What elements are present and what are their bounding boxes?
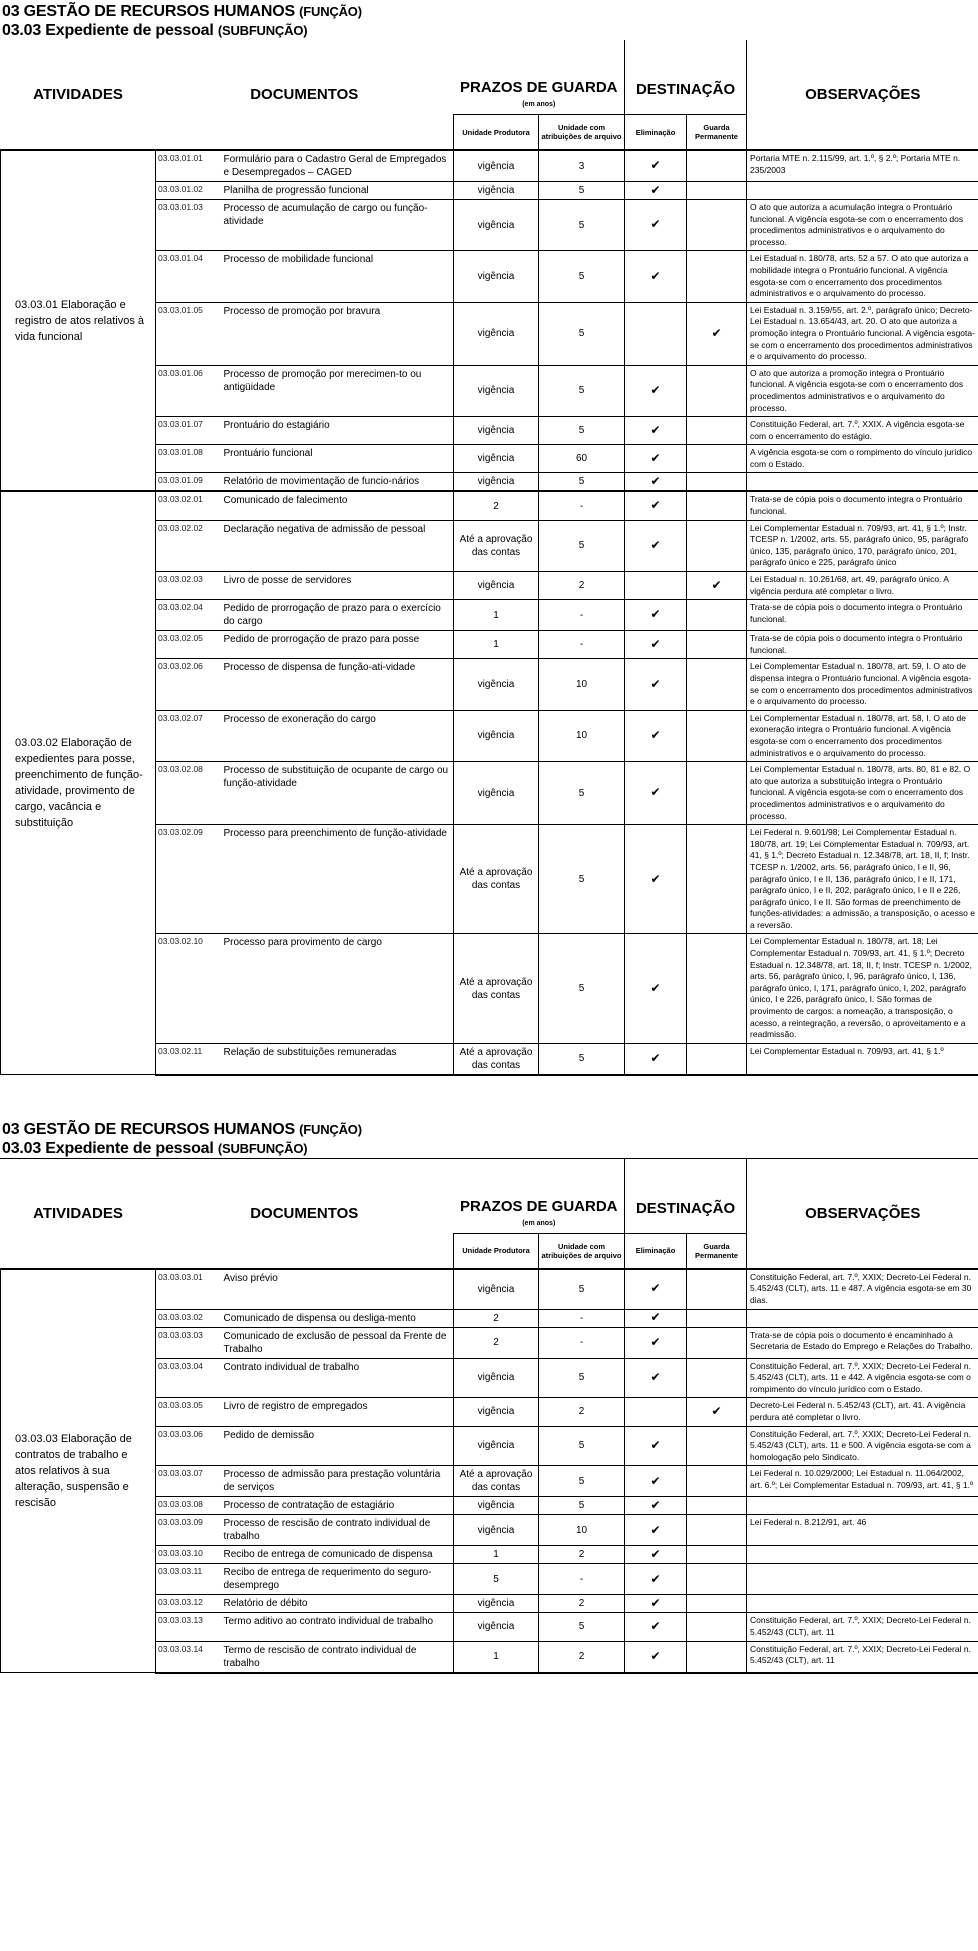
header-atividades: ATIVIDADES — [33, 1204, 123, 1222]
guarda-permanente-check-icon — [687, 1358, 747, 1398]
guarda-permanente-check-icon — [687, 1641, 747, 1673]
prazo-unidade-produtora: Até a aprovação das contas — [454, 934, 539, 1043]
guarda-permanente-check-icon — [687, 473, 747, 492]
document-code: 03.03.03.07 — [156, 1466, 220, 1497]
prazo-unidade-arquivo: - — [539, 600, 625, 631]
activity-cell: 03.03.02 Elaboração de expedientes para posse, preenchimento de função-atividade, provimento de cargo, vacância e substituição — [1, 491, 156, 1074]
observacao — [747, 1309, 978, 1327]
function-title — [0, 2, 978, 21]
document-code: 03.03.03.13 — [156, 1613, 220, 1641]
prazo-unidade-produtora: vigência — [454, 1269, 539, 1309]
prazo-unidade-arquivo: 10 — [539, 659, 625, 710]
subfunction-title — [0, 21, 978, 40]
document-code: 03.03.01.01 — [156, 150, 220, 182]
eliminacao-check-icon: ✔ — [625, 600, 687, 631]
prazo-unidade-arquivo: 5 — [539, 1043, 625, 1075]
prazo-unidade-produtora: vigência — [454, 302, 539, 365]
observacao: Constituição Federal, art. 7.º, XXIX; Decreto-Lei Federal n. 5.452/43 (CLT), art. 11 — [747, 1641, 978, 1673]
document-name: Processo de promoção por bravura — [220, 302, 454, 365]
activity-cell: 03.03.03 Elaboração de contratos de trabalho e atos relativos à sua alteração, suspensão e rescisão — [1, 1269, 156, 1673]
eliminacao-check-icon: ✔ — [625, 762, 687, 825]
eliminacao-check-icon: ✔ — [625, 417, 687, 445]
prazo-unidade-produtora: vigência — [454, 1497, 539, 1515]
document-name: Processo de dispensa de função-ati-vidade — [220, 659, 454, 710]
observacao: Lei Complementar Estadual n. 180/78, art. 59, I. O ato de dispensa integra o Prontuário funcional. A vigência esgota-se com o encerramento dos procedimentos administrativos e o arquivamento do processo. — [747, 659, 978, 710]
prazo-unidade-arquivo: 60 — [539, 445, 625, 473]
prazo-unidade-arquivo: - — [539, 1327, 625, 1358]
document-name: Pedido de prorrogação de prazo para posse — [220, 631, 454, 659]
document-code: 03.03.02.11 — [156, 1043, 220, 1075]
observacao: Lei Federal n. 8.212/91, art. 46 — [747, 1515, 978, 1546]
retention-table — [0, 40, 978, 1076]
document-name: Planilha de progressão funcional — [220, 182, 454, 200]
guarda-permanente-check-icon — [687, 445, 747, 473]
observacao: Lei Complementar Estadual n. 180/78, art. 18; Lei Complementar Estadual n. 709/93, art. 41, § 1.º; Decreto Estadual n. 12.348/78, art. 18, II, f; Instr. TCESP n. 1/2002, arts. 56, parágrafo único, I, 96, parágrafo único, I, 136, parágrafo único, I, 171, parágrafo único, I, 202, parágrafo único, I e 226, parágrafo único, I. São formas de provimento de cargos: a nomeação, a transposição, o acesso, a reintegração, a reversão, o aproveitamento e a readmissão. — [747, 934, 978, 1043]
document-code: 03.03.03.01 — [156, 1269, 220, 1309]
eliminacao-check-icon: ✔ — [625, 1641, 687, 1673]
observacao: Trata-se de cópia pois o documento integra o Prontuário funcional. — [747, 600, 978, 631]
observacao: Lei Complementar Estadual n. 180/78, arts. 80, 81 e 82. O ato que autoriza a substituição integra o Prontuário funcional. A vigência esgota-se com o encerramento dos procedimentos administrativos e o arquivamento do processo. — [747, 762, 978, 825]
document-code: 03.03.01.08 — [156, 445, 220, 473]
header-eliminacao: Eliminação — [625, 1233, 687, 1269]
eliminacao-check-icon: ✔ — [625, 150, 687, 182]
document-name: Processo de mobilidade funcional — [220, 251, 454, 302]
table-row — [1, 491, 978, 520]
document-code: 03.03.01.05 — [156, 302, 220, 365]
prazo-unidade-arquivo: 10 — [539, 1515, 625, 1546]
guarda-permanente-check-icon — [687, 1269, 747, 1309]
function-title-text: 03 GESTÃO DE RECURSOS HUMANOS — [2, 1120, 295, 1138]
prazo-unidade-produtora: vigência — [454, 365, 539, 416]
function-title-text: 03 GESTÃO DE RECURSOS HUMANOS — [2, 3, 295, 20]
document-code: 03.03.03.03 — [156, 1327, 220, 1358]
prazo-unidade-produtora: 5 — [454, 1564, 539, 1595]
document-name: Livro de posse de servidores — [220, 572, 454, 600]
header-prazos-de-guarda: PRAZOS DE GUARDA — [454, 1159, 625, 1219]
eliminacao-check-icon: ✔ — [625, 182, 687, 200]
header-documentos: DOCUMENTOS — [250, 86, 359, 103]
document-name: Recibo de entrega de requerimento do seguro-desemprego — [220, 1564, 454, 1595]
subfunction-title-text: 03.03 Expediente de pessoal — [2, 1139, 214, 1157]
function-label: (FUNÇÃO) — [299, 4, 362, 19]
observacao — [747, 1497, 978, 1515]
eliminacao-check-icon — [625, 1398, 687, 1426]
guarda-permanente-check-icon: ✔ — [687, 1398, 747, 1426]
prazo-unidade-arquivo: 5 — [539, 825, 625, 934]
guarda-permanente-check-icon — [687, 182, 747, 200]
header-unidade-arquivo: Unidade com atribuições de arquivo — [539, 1233, 625, 1269]
document-code: 03.03.03.05 — [156, 1398, 220, 1426]
document-name: Processo para provimento de cargo — [220, 934, 454, 1043]
document-name: Pedido de prorrogação de prazo para o exercício do cargo — [220, 600, 454, 631]
guarda-permanente-check-icon — [687, 1564, 747, 1595]
guarda-permanente-check-icon — [687, 1466, 747, 1497]
eliminacao-check-icon: ✔ — [625, 445, 687, 473]
prazo-unidade-produtora: 2 — [454, 1309, 539, 1327]
header-prazos-de-guarda: PRAZOS DE GUARDA — [454, 40, 625, 100]
guarda-permanente-check-icon — [687, 1546, 747, 1564]
prazo-unidade-arquivo: 2 — [539, 1398, 625, 1426]
guarda-permanente-check-icon — [687, 710, 747, 761]
document-code: 03.03.02.06 — [156, 659, 220, 710]
prazo-unidade-produtora: vigência — [454, 417, 539, 445]
observacao: Trata-se de cópia pois o documento integra o Prontuário funcional. — [747, 491, 978, 520]
document-name: Termo de rescisão de contrato individual de trabalho — [220, 1641, 454, 1673]
prazo-unidade-arquivo: 5 — [539, 934, 625, 1043]
observacao: Lei Complementar Estadual n. 709/93, art. 41, § 1.º; Instr. TCESP n. 1/2002, arts. 55, parágrafo único, 95, parágrafo único, 135, parágrafo único, 170, parágrafo único, 201, parágrafo único e 225, parágrafo único — [747, 520, 978, 571]
document-name: Declaração negativa de admissão de pessoal — [220, 520, 454, 571]
document-code: 03.03.02.01 — [156, 491, 220, 520]
subfunction-label: (SUBFUNÇÃO) — [217, 1140, 308, 1156]
guarda-permanente-check-icon — [687, 491, 747, 520]
document-code: 03.03.02.04 — [156, 600, 220, 631]
eliminacao-check-icon: ✔ — [625, 1426, 687, 1466]
observacao: O ato que autoriza a promoção integra o Prontuário funcional. A vigência esgota-se com o encerramento dos procedimentos administrativos e o arquivamento do processo. — [747, 365, 978, 416]
guarda-permanente-check-icon — [687, 1515, 747, 1546]
observacao — [747, 473, 978, 492]
document-code: 03.03.03.14 — [156, 1641, 220, 1673]
prazo-unidade-arquivo: 5 — [539, 417, 625, 445]
document-code: 03.03.03.12 — [156, 1595, 220, 1613]
prazo-unidade-produtora: vigência — [454, 251, 539, 302]
document-name: Termo aditivo ao contrato individual de trabalho — [220, 1613, 454, 1641]
prazo-unidade-arquivo: 2 — [539, 572, 625, 600]
eliminacao-check-icon — [625, 572, 687, 600]
document-code: 03.03.03.10 — [156, 1546, 220, 1564]
guarda-permanente-check-icon: ✔ — [687, 572, 747, 600]
eliminacao-check-icon: ✔ — [625, 1327, 687, 1358]
document-name: Processo de exoneração do cargo — [220, 710, 454, 761]
document-code: 03.03.03.06 — [156, 1426, 220, 1466]
eliminacao-check-icon: ✔ — [625, 1269, 687, 1309]
retention-table — [0, 1159, 978, 1674]
document-name: Comunicado de dispensa ou desliga-mento — [220, 1309, 454, 1327]
prazo-unidade-arquivo: 5 — [539, 182, 625, 200]
header-unidade-produtora: Unidade Produtora — [454, 1233, 539, 1269]
prazo-unidade-produtora: 1 — [454, 1546, 539, 1564]
prazo-unidade-produtora: vigência — [454, 1358, 539, 1398]
observacao: Portaria MTE n. 2.115/99, art. 1.º, § 2.º; Portaria MTE n. 235/2003 — [747, 150, 978, 182]
document-name: Formulário para o Cadastro Geral de Empregados e Desempregados – CAGED — [220, 150, 454, 182]
eliminacao-check-icon: ✔ — [625, 1466, 687, 1497]
guarda-permanente-check-icon — [687, 1595, 747, 1613]
prazo-unidade-produtora: 1 — [454, 600, 539, 631]
header-eliminacao: Eliminação — [625, 115, 687, 151]
observacao: Lei Federal n. 9.601/98; Lei Complementar Estadual n. 180/78, art. 19; Lei Complementar Estadual n. 709/93, art. 41, § 1.º; Decreto Estadual n. 12.348/78, art. 18, II, f; Instr. TCESP n. 1/2002, arts. 56, parágrafo único, I e II, 96, parágrafo único, I e II, 136, parágrafo único, I e II, 171, parágrafo único, I e II, 202, parágrafo único, I e II e 226, parágrafo único, I e II. São formas de preenchimento de funções-atividades: a admissão, a transposição, o acesso e a reversão. — [747, 825, 978, 934]
header-em-anos: (em anos) — [454, 1219, 625, 1234]
observacao: Lei Estadual n. 10.261/68, art. 49, parágrafo único. A vigência perdura até completar o livro. — [747, 572, 978, 600]
observacao: Constituição Federal, art. 7.º, XXIX; Decreto-Lei Federal n. 5.452/43 (CLT), arts. 11 e 487. A vigência esgota-se em 30 dias. — [747, 1269, 978, 1309]
header-guarda-permanente: Guarda Permanente — [687, 1233, 747, 1269]
document-code: 03.03.01.02 — [156, 182, 220, 200]
observacao: A vigência esgota-se com o rompimento do vínculo jurídico com o Estado. — [747, 445, 978, 473]
function-label: (FUNÇÃO) — [299, 1121, 362, 1137]
header-em-anos: (em anos) — [454, 100, 625, 115]
guarda-permanente-check-icon: ✔ — [687, 302, 747, 365]
guarda-permanente-check-icon — [687, 200, 747, 251]
prazo-unidade-arquivo: - — [539, 491, 625, 520]
document-code: 03.03.01.09 — [156, 473, 220, 492]
document-name: Comunicado de exclusão de pessoal da Frente de Trabalho — [220, 1327, 454, 1358]
guarda-permanente-check-icon — [687, 251, 747, 302]
observacao — [747, 1564, 978, 1595]
prazo-unidade-produtora: vigência — [454, 1398, 539, 1426]
document-code: 03.03.02.07 — [156, 710, 220, 761]
observacao — [747, 1595, 978, 1613]
document-name: Relatório de débito — [220, 1595, 454, 1613]
prazo-unidade-produtora: vigência — [454, 445, 539, 473]
eliminacao-check-icon: ✔ — [625, 491, 687, 520]
document-name: Processo de rescisão de contrato individual de trabalho — [220, 1515, 454, 1546]
document-code: 03.03.01.06 — [156, 365, 220, 416]
document-name: Processo de substituição de ocupante de cargo ou função-atividade — [220, 762, 454, 825]
prazo-unidade-produtora: vigência — [454, 182, 539, 200]
eliminacao-check-icon: ✔ — [625, 1613, 687, 1641]
prazo-unidade-produtora: Até a aprovação das contas — [454, 825, 539, 934]
document-name: Processo de acumulação de cargo ou função-atividade — [220, 200, 454, 251]
eliminacao-check-icon: ✔ — [625, 1309, 687, 1327]
document-name: Livro de registro de empregados — [220, 1398, 454, 1426]
guarda-permanente-check-icon — [687, 825, 747, 934]
header-unidade-arquivo: Unidade com atribuições de arquivo — [539, 115, 625, 151]
document-code: 03.03.02.09 — [156, 825, 220, 934]
prazo-unidade-produtora: vigência — [454, 659, 539, 710]
guarda-permanente-check-icon — [687, 150, 747, 182]
eliminacao-check-icon: ✔ — [625, 631, 687, 659]
prazo-unidade-arquivo: 5 — [539, 251, 625, 302]
eliminacao-check-icon: ✔ — [625, 659, 687, 710]
prazo-unidade-produtora: vigência — [454, 1595, 539, 1613]
document-code: 03.03.02.08 — [156, 762, 220, 825]
eliminacao-check-icon: ✔ — [625, 1497, 687, 1515]
document-code: 03.03.01.03 — [156, 200, 220, 251]
document-name: Aviso prévio — [220, 1269, 454, 1309]
document-code: 03.03.03.04 — [156, 1358, 220, 1398]
prazo-unidade-arquivo: - — [539, 1309, 625, 1327]
document-code: 03.03.02.10 — [156, 934, 220, 1043]
header-destinacao: DESTINAÇÃO — [625, 1159, 747, 1234]
eliminacao-check-icon: ✔ — [625, 1546, 687, 1564]
guarda-permanente-check-icon — [687, 659, 747, 710]
observacao: Lei Complementar Estadual n. 709/93, art. 41, § 1.º — [747, 1043, 978, 1075]
guarda-permanente-check-icon — [687, 417, 747, 445]
observacao: Constituição Federal, art. 7.º, XXIX. A vigência esgota-se com o encerramento do estágio. — [747, 417, 978, 445]
table-row — [1, 150, 978, 182]
prazo-unidade-produtora: vigência — [454, 473, 539, 492]
observacao — [747, 1546, 978, 1564]
guarda-permanente-check-icon — [687, 520, 747, 571]
header-documentos: DOCUMENTOS — [250, 1204, 359, 1222]
observacao: Constituição Federal, art. 7.º, XXIX; Decreto-Lei Federal n. 5.452/43 (CLT), arts. 11 e 442. A vigência esgota-se com o rompimento do vínculo jurídico com o Estado. — [747, 1358, 978, 1398]
prazo-unidade-arquivo: 5 — [539, 302, 625, 365]
document-code: 03.03.01.04 — [156, 251, 220, 302]
prazo-unidade-produtora: Até a aprovação das contas — [454, 1043, 539, 1075]
document-code: 03.03.01.07 — [156, 417, 220, 445]
document-name: Prontuário do estagiário — [220, 417, 454, 445]
eliminacao-check-icon: ✔ — [625, 1043, 687, 1075]
document-name: Processo para preenchimento de função-atividade — [220, 825, 454, 934]
header-atividades: ATIVIDADES — [33, 86, 123, 103]
eliminacao-check-icon: ✔ — [625, 251, 687, 302]
prazo-unidade-arquivo: 5 — [539, 200, 625, 251]
guarda-permanente-check-icon — [687, 1426, 747, 1466]
guarda-permanente-check-icon — [687, 631, 747, 659]
prazo-unidade-arquivo: 5 — [539, 1497, 625, 1515]
prazo-unidade-produtora: vigência — [454, 150, 539, 182]
eliminacao-check-icon: ✔ — [625, 1358, 687, 1398]
prazo-unidade-produtora: vigência — [454, 1515, 539, 1546]
header-observacoes: OBSERVAÇÕES — [805, 86, 921, 103]
prazo-unidade-produtora: vigência — [454, 572, 539, 600]
eliminacao-check-icon: ✔ — [625, 1515, 687, 1546]
eliminacao-check-icon: ✔ — [625, 825, 687, 934]
prazo-unidade-produtora: Até a aprovação das contas — [454, 520, 539, 571]
guarda-permanente-check-icon — [687, 1327, 747, 1358]
prazo-unidade-arquivo: 5 — [539, 1426, 625, 1466]
prazo-unidade-arquivo: 5 — [539, 520, 625, 571]
observacao: Decreto-Lei Federal n. 5.452/43 (CLT), art. 41. A vigência perdura até completar o livro. — [747, 1398, 978, 1426]
prazo-unidade-produtora: 2 — [454, 491, 539, 520]
document-name: Processo de admissão para prestação voluntária de serviços — [220, 1466, 454, 1497]
observacao: Lei Federal n. 10.029/2000; Lei Estadual n. 11.064/2002, art. 6.º; Lei Complementar Estadual n. 709/93, art. 41, § 1.º — [747, 1466, 978, 1497]
prazo-unidade-arquivo: 5 — [539, 1613, 625, 1641]
prazo-unidade-produtora: vigência — [454, 200, 539, 251]
observacao: Lei Estadual n. 3.159/55, art. 2.º, parágrafo único; Decreto-Lei Estadual n. 13.654/43, art. 20. O ato que autoriza a promoção integra o Prontuário funcional. A vigência esgota-se com o encerramento dos procedimentos administrativos e o arquivamento do processo. — [747, 302, 978, 365]
document-section — [0, 1120, 978, 1674]
eliminacao-check-icon: ✔ — [625, 200, 687, 251]
header-destinacao: DESTINAÇÃO — [625, 40, 747, 115]
guarda-permanente-check-icon — [687, 1613, 747, 1641]
observacao: Lei Complementar Estadual n. 180/78, art. 58, I. O ato de exoneração integra o Prontuário funcional. A vigência esgota-se com o encerramento dos procedimentos administrativos e o arquivamento do processo. — [747, 710, 978, 761]
observacao: Trata-se de cópia pois o documento integra o Prontuário funcional. — [747, 631, 978, 659]
document-code: 03.03.02.03 — [156, 572, 220, 600]
document-name: Contrato individual de trabalho — [220, 1358, 454, 1398]
observacao: Constituição Federal, art. 7.º, XXIX; Decreto-Lei Federal n. 5.452/43 (CLT), arts. 11 e 500. A vigência esgota-se com a homologação pelo Sindicato. — [747, 1426, 978, 1466]
eliminacao-check-icon: ✔ — [625, 1595, 687, 1613]
document-code: 03.03.03.09 — [156, 1515, 220, 1546]
prazo-unidade-arquivo: 2 — [539, 1546, 625, 1564]
prazo-unidade-arquivo: 5 — [539, 1269, 625, 1309]
prazo-unidade-produtora: Até a aprovação das contas — [454, 1466, 539, 1497]
prazo-unidade-produtora: vigência — [454, 1613, 539, 1641]
guarda-permanente-check-icon — [687, 1497, 747, 1515]
prazo-unidade-arquivo: 10 — [539, 710, 625, 761]
eliminacao-check-icon: ✔ — [625, 710, 687, 761]
eliminacao-check-icon: ✔ — [625, 473, 687, 492]
document-name: Relação de substituições remuneradas — [220, 1043, 454, 1075]
prazo-unidade-arquivo: 3 — [539, 150, 625, 182]
eliminacao-check-icon — [625, 302, 687, 365]
prazo-unidade-arquivo: 2 — [539, 1595, 625, 1613]
guarda-permanente-check-icon — [687, 600, 747, 631]
document-code: 03.03.03.02 — [156, 1309, 220, 1327]
guarda-permanente-check-icon — [687, 365, 747, 416]
activity-cell: 03.03.01 Elaboração e registro de atos relativos à vida funcional — [1, 150, 156, 491]
subfunction-title — [0, 1139, 978, 1159]
subfunction-label: (SUBFUNÇÃO) — [217, 23, 308, 38]
document-code: 03.03.03.11 — [156, 1564, 220, 1595]
document-name: Recibo de entrega de comunicado de dispensa — [220, 1546, 454, 1564]
observacao: Constituição Federal, art. 7.º, XXIX; Decreto-Lei Federal n. 5.452/43 (CLT), art. 11 — [747, 1613, 978, 1641]
prazo-unidade-arquivo: 5 — [539, 365, 625, 416]
document-name: Processo de contratação de estagiário — [220, 1497, 454, 1515]
document-code: 03.03.02.02 — [156, 520, 220, 571]
document-name: Relatório de movimentação de funcio-nários — [220, 473, 454, 492]
prazo-unidade-arquivo: 5 — [539, 473, 625, 492]
prazo-unidade-arquivo: - — [539, 631, 625, 659]
prazo-unidade-arquivo: 2 — [539, 1641, 625, 1673]
document-code: 03.03.03.08 — [156, 1497, 220, 1515]
eliminacao-check-icon: ✔ — [625, 365, 687, 416]
observacao: O ato que autoriza a acumulação integra o Prontuário funcional. A vigência esgota-se com o encerramento dos procedimentos administrativos e o arquivamento do processo. — [747, 200, 978, 251]
guarda-permanente-check-icon — [687, 1309, 747, 1327]
document-name: Comunicado de falecimento — [220, 491, 454, 520]
prazo-unidade-produtora: 1 — [454, 1641, 539, 1673]
prazo-unidade-produtora: vigência — [454, 762, 539, 825]
prazo-unidade-produtora: vigência — [454, 1426, 539, 1466]
eliminacao-check-icon: ✔ — [625, 1564, 687, 1595]
subfunction-title-text: 03.03 Expediente de pessoal — [2, 22, 214, 39]
prazo-unidade-produtora: vigência — [454, 710, 539, 761]
observacao: Lei Estadual n. 180/78, arts. 52 a 57. O ato que autoriza a mobilidade integra o Prontuário funcional. A vigência esgota-se com o encerramento dos procedimentos administrativos e o arquivamento do processo. — [747, 251, 978, 302]
eliminacao-check-icon: ✔ — [625, 520, 687, 571]
guarda-permanente-check-icon — [687, 1043, 747, 1075]
prazo-unidade-arquivo: 5 — [539, 1358, 625, 1398]
observacao — [747, 182, 978, 200]
document-code: 03.03.02.05 — [156, 631, 220, 659]
guarda-permanente-check-icon — [687, 762, 747, 825]
guarda-permanente-check-icon — [687, 934, 747, 1043]
document-name: Processo de promoção por merecimen-to ou antigüidade — [220, 365, 454, 416]
header-observacoes: OBSERVAÇÕES — [805, 1204, 921, 1222]
document-name: Pedido de demissão — [220, 1426, 454, 1466]
prazo-unidade-produtora: 2 — [454, 1327, 539, 1358]
header-guarda-permanente: Guarda Permanente — [687, 115, 747, 151]
prazo-unidade-arquivo: - — [539, 1564, 625, 1595]
header-unidade-produtora: Unidade Produtora — [454, 115, 539, 151]
table-row — [1, 1269, 978, 1309]
eliminacao-check-icon: ✔ — [625, 934, 687, 1043]
prazo-unidade-arquivo: 5 — [539, 762, 625, 825]
prazo-unidade-arquivo: 5 — [539, 1466, 625, 1497]
observacao: Trata-se de cópia pois o documento é encaminhado à Secretaria de Estado do Emprego e Relações do Trabalho. — [747, 1327, 978, 1358]
document-name: Prontuário funcional — [220, 445, 454, 473]
function-title — [0, 1120, 978, 1139]
prazo-unidade-produtora: 1 — [454, 631, 539, 659]
